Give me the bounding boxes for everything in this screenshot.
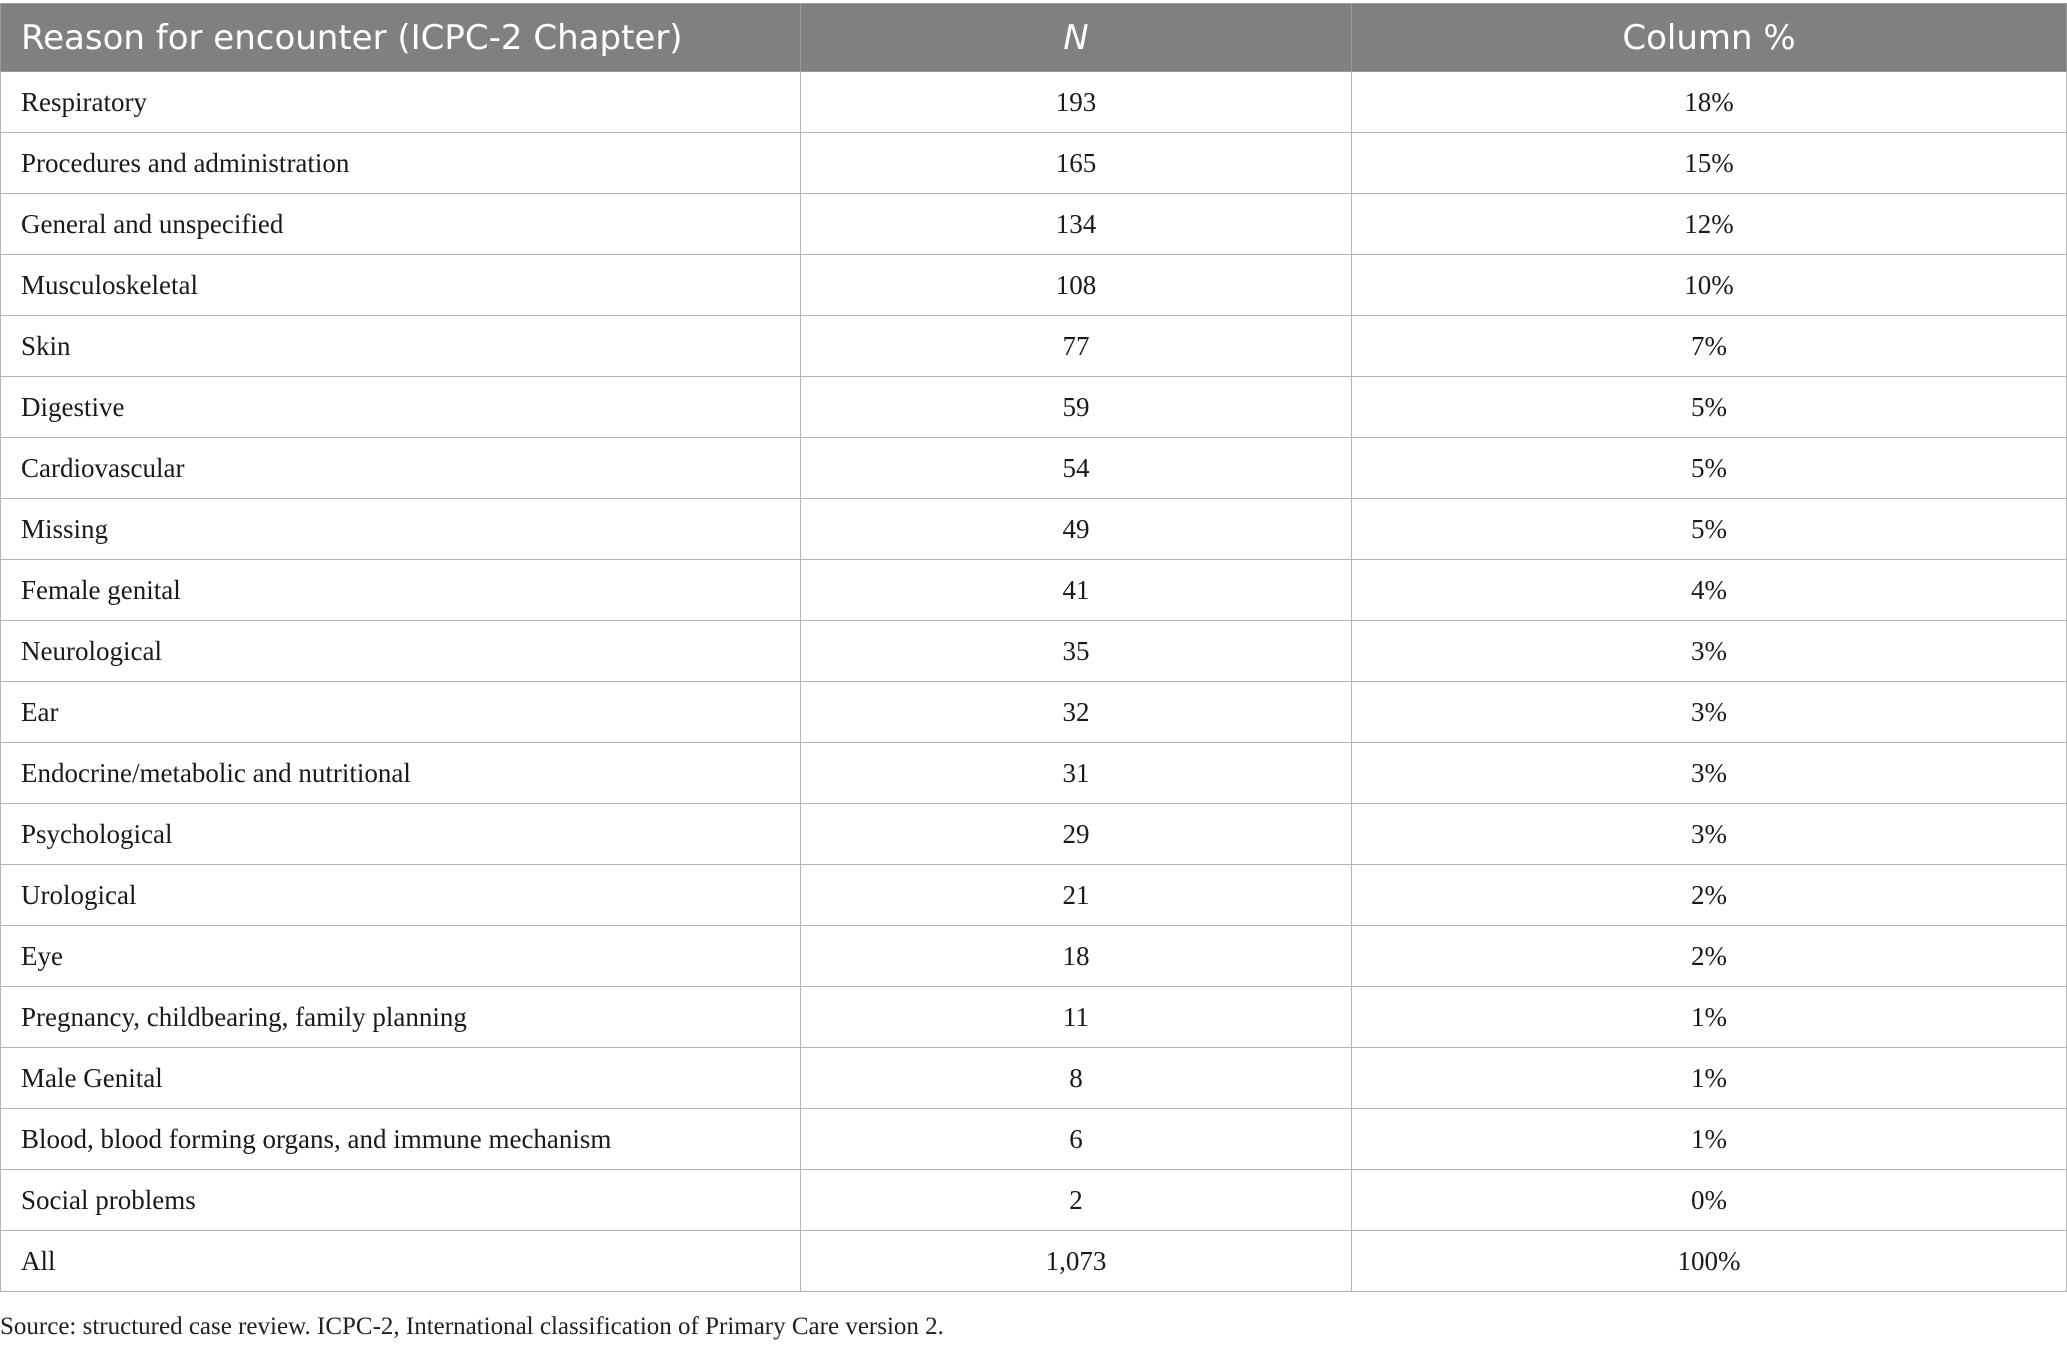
cell-reason: Musculoskeletal (1, 255, 801, 316)
cell-column-percent: 5% (1352, 499, 2067, 560)
table-footnote: Source: structured case review. ICPC-2, International classification of Primary Care version 2. (0, 1313, 944, 1340)
table-row (1, 560, 2067, 621)
cell-reason: Skin (1, 316, 801, 377)
table-body (1, 72, 2067, 1292)
cell-reason: Digestive (1, 377, 801, 438)
cell-column-percent: 100% (1352, 1231, 2067, 1292)
cell-n: 77 (801, 316, 1352, 377)
header-n: N (801, 4, 1352, 72)
cell-column-percent: 3% (1352, 804, 2067, 865)
cell-reason: Male Genital (1, 1048, 801, 1109)
cell-column-percent: 7% (1352, 316, 2067, 377)
cell-reason: Missing (1, 499, 801, 560)
cell-column-percent: 1% (1352, 1048, 2067, 1109)
cell-n: 32 (801, 682, 1352, 743)
cell-n: 54 (801, 438, 1352, 499)
header-column-percent: Column % (1352, 4, 2067, 72)
table-row (1, 682, 2067, 743)
table-row (1, 316, 2067, 377)
cell-n: 193 (801, 72, 1352, 133)
cell-column-percent: 0% (1352, 1170, 2067, 1231)
cell-n: 8 (801, 1048, 1352, 1109)
table-row (1, 255, 2067, 316)
cell-column-percent: 15% (1352, 133, 2067, 194)
cell-n: 21 (801, 865, 1352, 926)
table-row (1, 804, 2067, 865)
table-row (1, 499, 2067, 560)
table-row (1, 1231, 2067, 1292)
cell-column-percent: 10% (1352, 255, 2067, 316)
cell-reason: Pregnancy, childbearing, family planning (1, 987, 801, 1048)
table-row (1, 1170, 2067, 1231)
header-row (1, 4, 2067, 72)
cell-column-percent: 4% (1352, 560, 2067, 621)
cell-reason: Female genital (1, 560, 801, 621)
cell-column-percent: 5% (1352, 377, 2067, 438)
cell-column-percent: 12% (1352, 194, 2067, 255)
cell-column-percent: 1% (1352, 987, 2067, 1048)
cell-n: 6 (801, 1109, 1352, 1170)
cell-reason: Social problems (1, 1170, 801, 1231)
cell-n: 165 (801, 133, 1352, 194)
cell-reason: Endocrine/metabolic and nutritional (1, 743, 801, 804)
table-row (1, 987, 2067, 1048)
cell-column-percent: 2% (1352, 926, 2067, 987)
cell-reason: All (1, 1231, 801, 1292)
data-table-container (0, 3, 2067, 1292)
cell-reason: Eye (1, 926, 801, 987)
table-row (1, 743, 2067, 804)
table-row (1, 438, 2067, 499)
encounter-reasons-table (0, 3, 2067, 1292)
cell-n: 31 (801, 743, 1352, 804)
cell-column-percent: 3% (1352, 682, 2067, 743)
table-header (1, 4, 2067, 72)
table-row (1, 133, 2067, 194)
table-row (1, 926, 2067, 987)
cell-n: 108 (801, 255, 1352, 316)
header-reason: Reason for encounter (ICPC-2 Chapter) (1, 4, 801, 72)
cell-reason: Urological (1, 865, 801, 926)
cell-reason: Respiratory (1, 72, 801, 133)
table-row (1, 1109, 2067, 1170)
cell-column-percent: 18% (1352, 72, 2067, 133)
cell-n: 35 (801, 621, 1352, 682)
cell-n: 134 (801, 194, 1352, 255)
cell-reason: Cardiovascular (1, 438, 801, 499)
cell-reason: General and unspecified (1, 194, 801, 255)
cell-column-percent: 1% (1352, 1109, 2067, 1170)
cell-column-percent: 2% (1352, 865, 2067, 926)
cell-column-percent: 3% (1352, 621, 2067, 682)
cell-n: 49 (801, 499, 1352, 560)
cell-n: 59 (801, 377, 1352, 438)
cell-n: 2 (801, 1170, 1352, 1231)
cell-reason: Blood, blood forming organs, and immune mechanism (1, 1109, 801, 1170)
cell-reason: Psychological (1, 804, 801, 865)
table-row (1, 621, 2067, 682)
cell-reason: Procedures and administration (1, 133, 801, 194)
cell-n: 11 (801, 987, 1352, 1048)
cell-n: 29 (801, 804, 1352, 865)
cell-reason: Ear (1, 682, 801, 743)
cell-n: 1,073 (801, 1231, 1352, 1292)
table-row (1, 194, 2067, 255)
table-row (1, 1048, 2067, 1109)
cell-reason: Neurological (1, 621, 801, 682)
cell-n: 41 (801, 560, 1352, 621)
cell-n: 18 (801, 926, 1352, 987)
table-row (1, 377, 2067, 438)
cell-column-percent: 3% (1352, 743, 2067, 804)
table-row (1, 865, 2067, 926)
table-row (1, 72, 2067, 133)
cell-column-percent: 5% (1352, 438, 2067, 499)
